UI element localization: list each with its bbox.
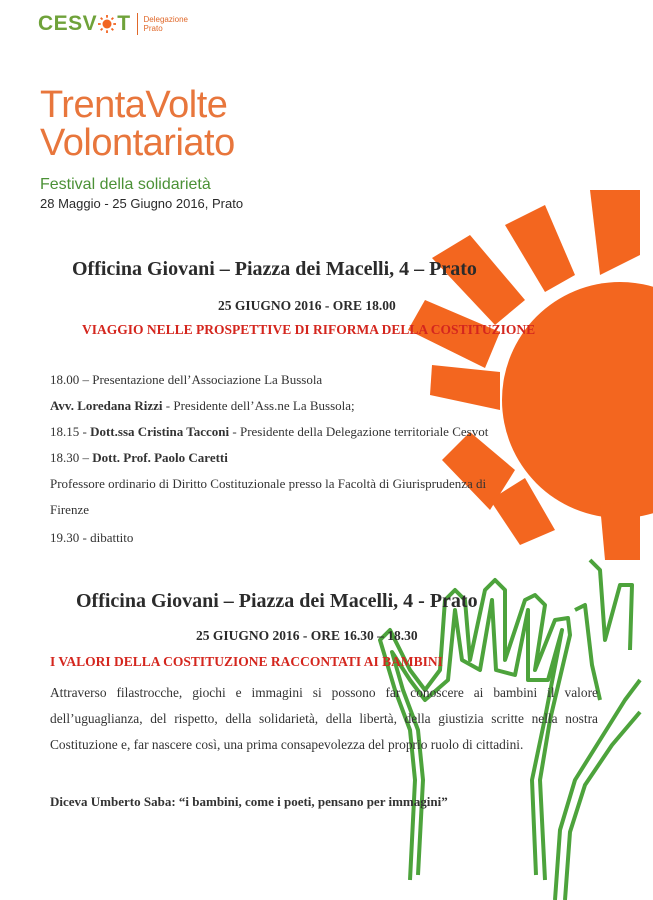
logo-sub-line1: Delegazione <box>143 15 188 24</box>
speaker-role: - Presidente dell’Ass.ne La Bussola; <box>162 398 355 413</box>
sun-icon <box>408 190 653 560</box>
speaker-name: Avv. Loredana Rizzi <box>50 398 163 413</box>
item-time: 18.30 – <box>50 450 93 465</box>
festival-subtitle: Festival della solidarietà <box>40 176 211 193</box>
event1-item-1: 18.00 – Presentazione dell’Associazione La Bussola <box>50 372 323 387</box>
event1-item-4 <box>50 450 228 466</box>
event2-venue: Officina Giovani – Piazza dei Macelli, 4 - Prato <box>76 590 478 612</box>
logo-text-left: CESV <box>38 12 98 35</box>
speaker-name: Dott. Prof. Paolo Caretti <box>92 450 228 465</box>
event2-paragraph: Attraverso filastrocche, giochi e immagini si possono far conoscere ai bambini il valore dell’uguaglianza, del rispetto, della solidarietà, della libertà, della giustizia scritte nella nostra Costituzione e, far nascere così, una prima consapevolezza del proprio ruolo di cittadini. <box>50 685 598 752</box>
event2-datetime: 25 GIUGNO 2016 - ORE 16.30 – 18.30 <box>196 628 418 643</box>
logo-sub-line2: Prato <box>143 24 163 33</box>
event1-item-2 <box>50 398 355 414</box>
festival-title <box>40 86 235 162</box>
event1-datetime: 25 GIUGNO 2016 - ORE 18.00 <box>218 298 396 313</box>
festival-dates: 28 Maggio - 25 Giugno 2016, Prato <box>40 196 244 211</box>
speaker-name: Dott.ssa Cristina Tacconi <box>90 424 230 439</box>
event1-heading: VIAGGIO NELLE PROSPETTIVE DI RIFORMA DELLA COSTITUZIONE <box>82 322 536 337</box>
event1-item-7: 19.30 - dibattito <box>50 530 134 545</box>
event2-heading: I VALORI DELLA COSTITUZIONE RACCONTATI AI BAMBINI <box>50 654 443 669</box>
event1-item-5: Professore ordinario di Diritto Costituzionale presso la Facoltà di Giurisprudenza di <box>50 476 487 491</box>
logo-text-right: T <box>117 12 131 35</box>
event1-item-6: Firenze <box>50 502 89 517</box>
event1-item-3 <box>50 424 488 440</box>
logo-subtitle <box>144 15 188 33</box>
event1-venue: Officina Giovani – Piazza dei Macelli, 4 – Prato <box>72 258 477 280</box>
cesvot-logo <box>38 12 188 36</box>
item-time: 18.15 - <box>50 424 91 439</box>
speaker-role: - Presidente della Delegazione territoriale Cesvot <box>229 424 489 439</box>
logo-divider <box>137 13 138 35</box>
title-line2: Volontariato <box>40 122 235 164</box>
logo-sun-icon <box>98 15 116 33</box>
title-line1: TrentaVolte <box>40 84 228 126</box>
event2-quote: Diceva Umberto Saba: “i bambini, come i poeti, pensano per immagini” <box>50 794 448 809</box>
